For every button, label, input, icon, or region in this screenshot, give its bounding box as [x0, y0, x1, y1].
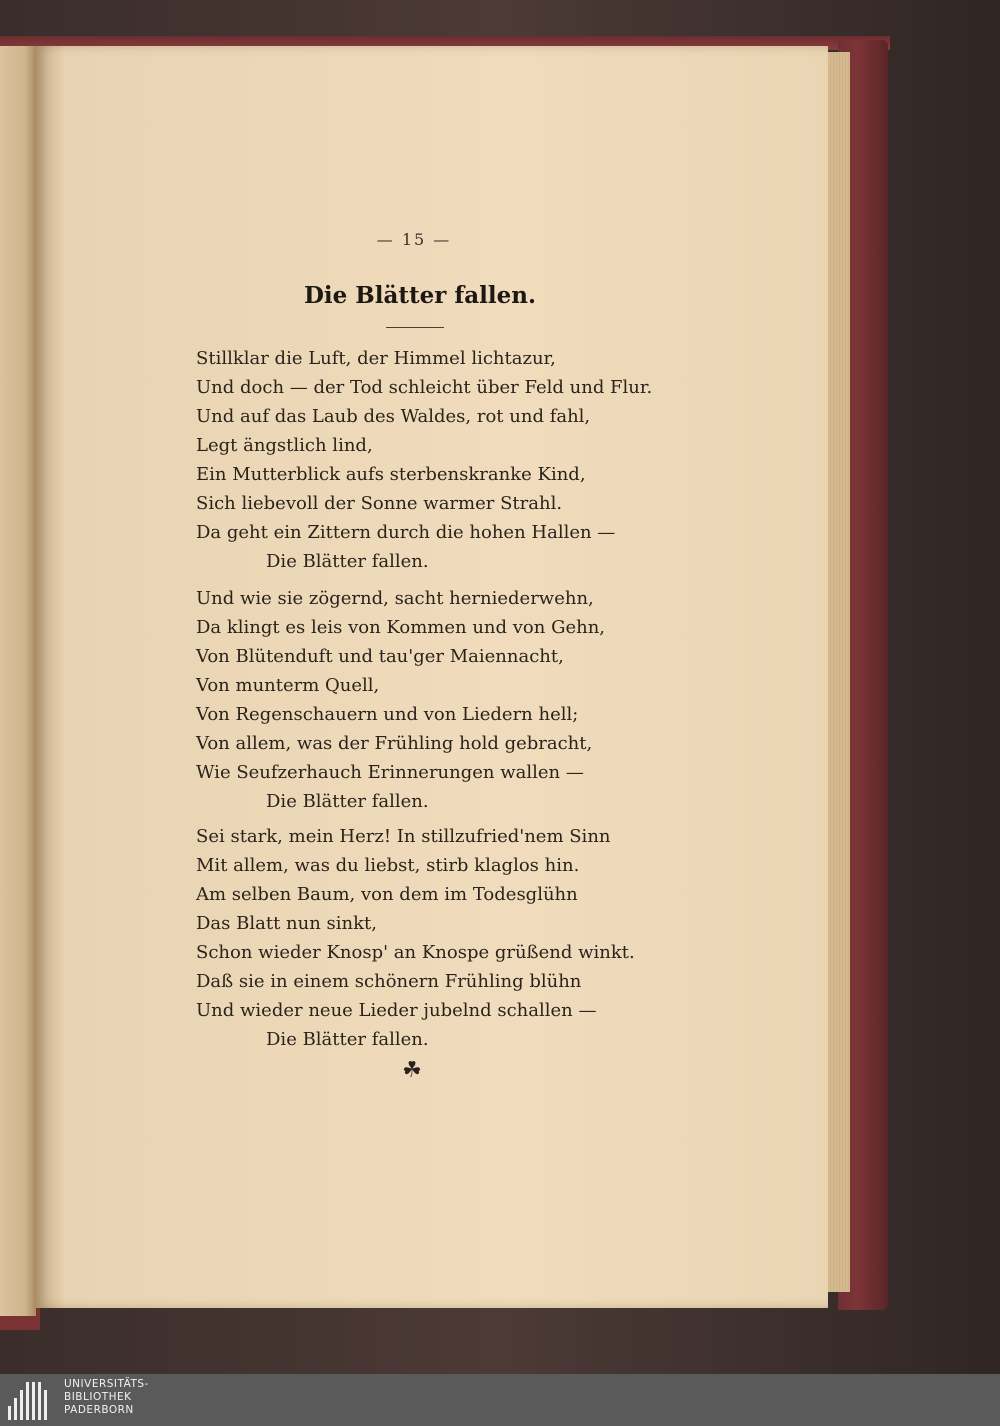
poem-line: Von munterm Quell,: [196, 675, 380, 696]
poem-line: Schon wieder Knosp' an Knospe grüßend winkt.: [196, 942, 635, 963]
left-page-edge: [0, 46, 36, 1316]
poem-line: Und wieder neue Lieder jubelnd schallen —: [196, 1000, 597, 1021]
poem-line: Stillklar die Luft, der Himmel lichtazur,: [196, 348, 556, 369]
poem-title: Die Blätter fallen.: [303, 282, 537, 309]
poem-line: Und doch — der Tod schleicht über Feld und Flur.: [196, 377, 653, 398]
stanza-2: [196, 584, 676, 816]
library-name: [64, 1378, 149, 1417]
library-logo-icon: [8, 1380, 48, 1420]
poem-line: Das Blatt nun sinkt,: [196, 913, 377, 934]
poem-refrain: Die Blätter fallen.: [266, 1029, 429, 1050]
poem-line: Sei stark, mein Herz! In stillzufried'nem Sinn: [196, 826, 611, 847]
library-name-line: UNIVERSITÄTS-: [64, 1378, 149, 1390]
poem-line: Von Blütenduft und tau'ger Maiennacht,: [196, 646, 564, 667]
poem-line: Da klingt es leis von Kommen und von Gehn,: [196, 617, 606, 638]
page-number: — 15 —: [376, 230, 452, 249]
stanza-1: [196, 344, 676, 576]
poem-line: Am selben Baum, von dem im Todesglühn: [196, 884, 578, 905]
poem-line: Und wie sie zögernd, sacht herniederwehn,: [196, 588, 594, 609]
library-name-line: PADERBORN: [64, 1404, 134, 1416]
poem-refrain: Die Blätter fallen.: [266, 791, 429, 812]
library-name-line: BIBLIOTHEK: [64, 1391, 132, 1403]
poem-line: Daß sie in einem schönern Frühling blühn: [196, 971, 582, 992]
footer-bar: [0, 1374, 1000, 1426]
poem-line: Und auf das Laub des Waldes, rot und fahl,: [196, 406, 591, 427]
stanza-3: [196, 822, 676, 1054]
poem-line: Von allem, was der Frühling hold gebracht,: [196, 733, 593, 754]
poem-line: Mit allem, was du liebst, stirb klaglos hin.: [196, 855, 580, 876]
poem-line: Da geht ein Zittern durch die hohen Hallen —: [196, 522, 616, 543]
ornament-icon: ☘: [402, 1058, 422, 1083]
poem-line: Sich liebevoll der Sonne warmer Strahl.: [196, 493, 563, 514]
title-rule: [386, 327, 444, 328]
poem-line: Von Regenschauern und von Liedern hell;: [196, 704, 579, 725]
poem-line: Ein Mutterblick aufs sterbenskranke Kind,: [196, 464, 586, 485]
poem-refrain: Die Blätter fallen.: [266, 551, 429, 572]
poem-line: Legt ängstlich lind,: [196, 435, 373, 456]
poem-line: Wie Seufzerhauch Erinnerungen wallen —: [196, 762, 584, 783]
